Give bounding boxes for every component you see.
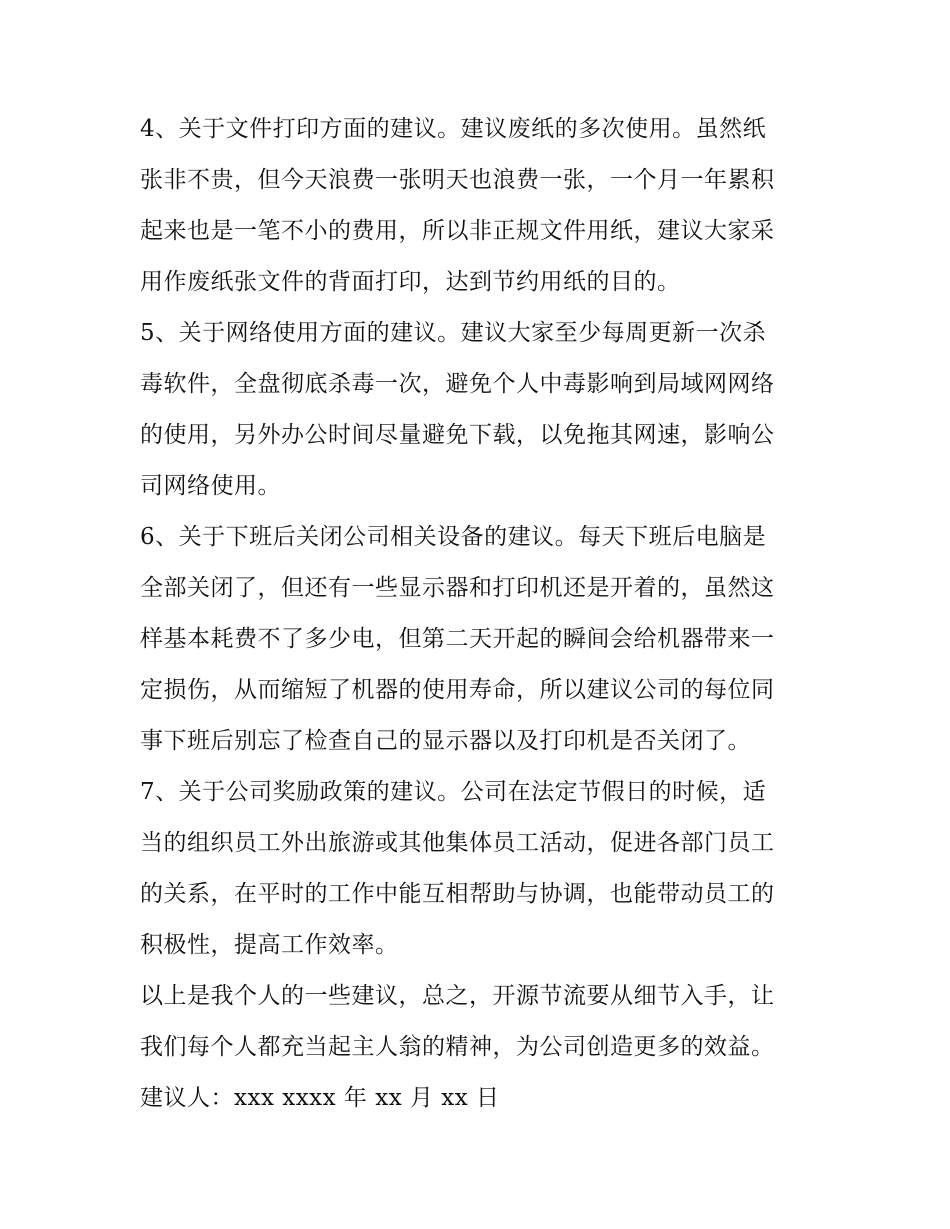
text-line: 毒软件，全盘彻底杀毒一次，避免个人中毒影响到局域网网络 [140,371,775,397]
text-line: 的使用，另外办公时间尽量避免下载，以免拖其网速，影响公 [140,422,775,448]
text-line: 用作废纸张文件的背面打印，达到节约用纸的目的。 [140,269,681,295]
text-line: 定损伤，从而缩短了机器的使用寿命，所以建议公司的每位同 [140,677,775,703]
text-line: 的关系，在平时的工作中能互相帮助与协调，也能带动员工的 [140,881,775,907]
text-line: 以上是我个人的一些建议，总之，开源节流要从细节入手，让 [140,983,775,1009]
text-line: 全部关闭了，但还有一些显示器和打印机还是开着的，虽然这 [140,575,775,601]
text-line: 司网络使用。 [140,473,281,499]
document-body [140,104,815,1124]
text-line: 6、关于下班后关闭公司相关设备的建议。每天下班后电脑是 [140,524,767,550]
text-line: 4、关于文件打印方面的建议。建议废纸的多次使用。虽然纸 [140,116,767,142]
text-line: 7、关于公司奖励政策的建议。公司在法定节假日的时候，适 [140,779,767,805]
proposer-date-text: 建议人：xxx xxxx 年 xx 月 xx 日 [140,1085,500,1111]
text-line: 积极性，提高工作效率。 [140,932,399,958]
text-line: 5、关于网络使用方面的建议。建议大家至少每周更新一次杀 [140,320,767,346]
text-line: 张非不贵，但今天浪费一张明天也浪费一张，一个月一年累积 [140,167,775,193]
paragraph-conclusion [140,971,815,1073]
paragraph-network-suggestion [140,308,815,512]
paragraph-reward-suggestion [140,767,815,971]
text-line: 起来也是一笔不小的费用，所以非正规文件用纸，建议大家采 [140,218,775,244]
paragraph-equipment-suggestion [140,512,815,767]
text-line: 样基本耗费不了多少电，但第二天开起的瞬间会给机器带来一 [140,626,775,652]
paragraph-printing-suggestion [140,104,815,308]
text-line: 我们每个人都充当起主人翁的精神，为公司创造更多的效益。 [140,1034,775,1060]
signature-line [140,1073,815,1124]
text-line: 事下班后别忘了检查自己的显示器以及打印机是否关闭了。 [140,728,751,754]
text-line: 当的组织员工外出旅游或其他集体员工活动，促进各部门员工 [140,830,775,856]
